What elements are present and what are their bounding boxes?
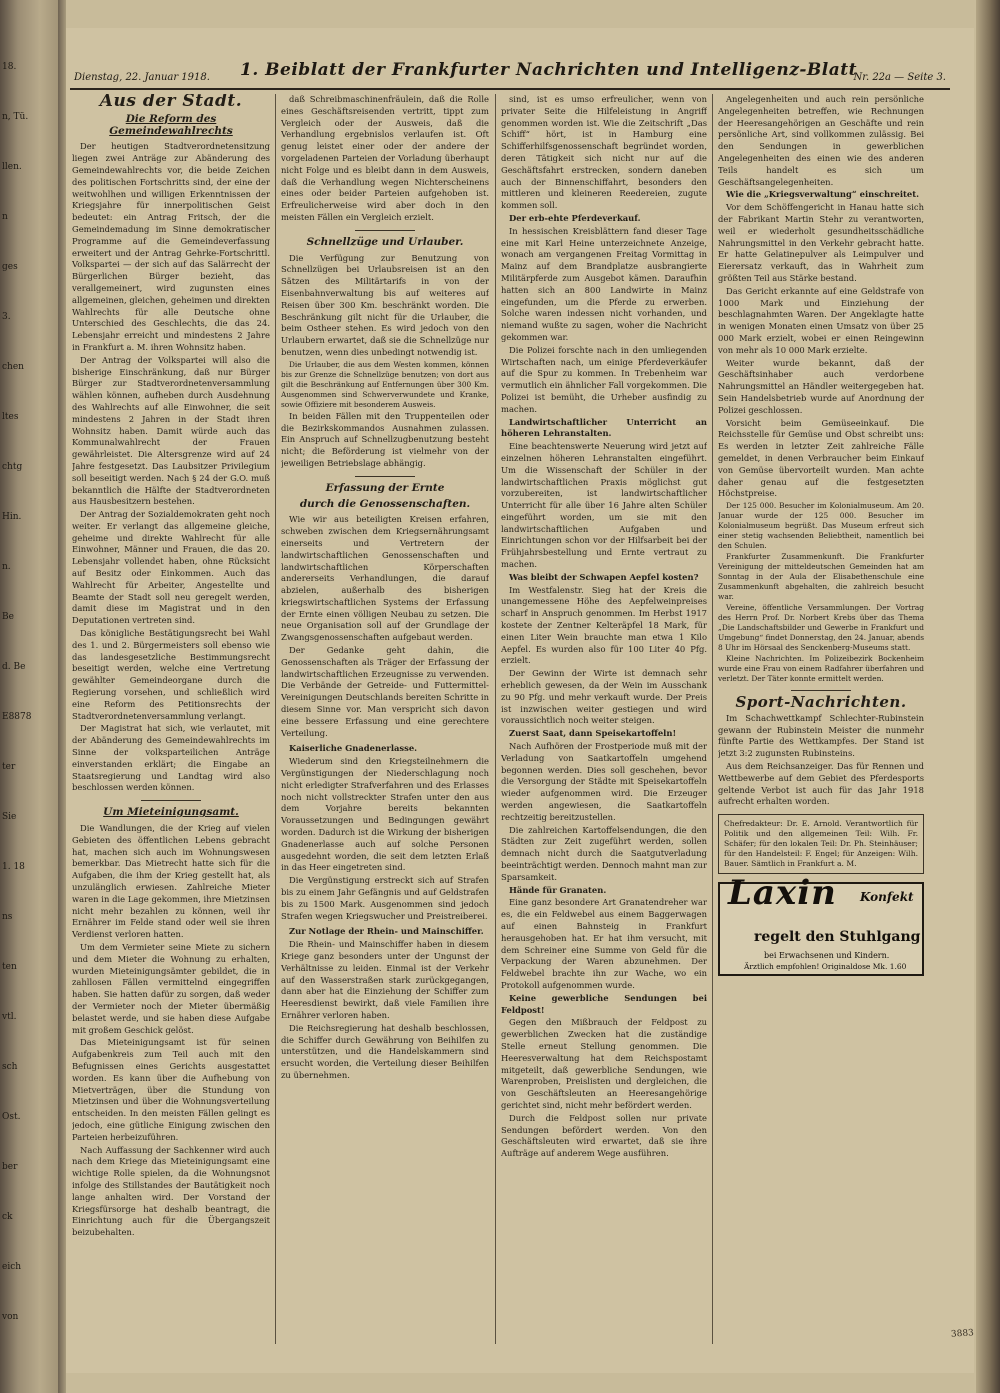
margin-fragment: Hin.: [2, 512, 22, 522]
margin-fragment: sch: [2, 1062, 18, 1072]
article-title: Landwirtschaftlicher Unterricht an höheren Lehranstalten.: [501, 416, 707, 439]
paragraph: Die Rhein- und Mainschiffer haben in diesem Kriege ganz besonders unter der Ungunst der Verhältnisse zu leiden. Einmal ist der Verkehr auf den Wasserstraßen stark zurückgegangen, dann aber hat die Einziehung der Schiffer zum Heeresdienst bewirkt, daß viele Familien ihre Ernährer verloren haben.: [281, 939, 489, 1020]
ad-subline: bei Erwachsenen und Kindern.: [764, 951, 890, 961]
article-body: [72, 141, 270, 794]
margin-fragment: Sie: [2, 812, 17, 822]
paragraph: Vor dem Schöffengericht in Hanau hatte sich der Fabrikant Martin Stehr zu verantworten, weil er wiederholt gesundheitsschädliche Nahrungsmittel in den Verkehr gebracht hatte. Er hatte Gelatinepulver als Leimpulver und Eierersatz verkauft, das in Wahrheit zum größten Teil aus Stärke bestand.: [718, 202, 924, 283]
right-page-edge: [976, 0, 1000, 1393]
article-title: Die Reform des Gemeindewahlrechts: [109, 112, 233, 137]
paragraph: Wie wir aus beteiligten Kreisen erfahren, schweben zwischen dem Kriegsernährungsamt einerseits und Vertretern der landwirtschaftlichen Genossenschaften und landwirtschaftlichen Körperschaften andererseits Verhandlungen, die darauf abzielen, außerhalb des bisherigen kriegswirtschaftlichen Systems der Erfassung der Ernte einen völligen Neubau zu setzen. Die neue Organisation soll auf der Grundlage der Zwangsgenossenschaften aufgebaut werden.: [281, 514, 489, 643]
paragraph: Im Schachwettkampf Schlechter-Rubinstein gewann der Rubinstein Meister die nunmehr fünfte Partie des Wettkampfes. Der Stand ist jetzt 3:2 zugunsten Rubinsteins.: [718, 712, 924, 759]
paragraph: Das königliche Bestätigungsrecht bei Wahl des 1. und 2. Bürgermeisters soll ebenso wie das landesgesetzliche Bestimmungsrecht beseitigt werden, welche eine Vertretung gewählter Gemeindeorgane durch die Regierung vorsehen, und schließlich wird eine Reform des Petitionsrechts der Stadtverordnetenversammlung verlangt.: [72, 628, 270, 721]
paragraph: Das Gericht erkannte auf eine Geldstrafe von 1000 Mark und Einziehung der beschlagnahmten Waren. Der Angeklagte hatte in wenigen Monaten einen Umsatz von über 25 000 Mark erzielt, wobei er einen Reingewinn von mehr als 10 000 Mark erzielte.: [718, 285, 924, 355]
article-subtitle: durch die Genossenschaften.: [299, 497, 471, 510]
ad-brand: Laxin: [728, 873, 837, 914]
margin-fragment: ten: [2, 962, 17, 972]
paragraph: Die zahlreichen Kartoffelsendungen, die den Städten zur Zeit zugeführt werden, sollen demnach nicht durch die Saatgutverladung beeinträchtigt werden. Dennoch mahnt man zur Sparsamkeit.: [501, 824, 707, 882]
margin-fragment: ges: [2, 262, 18, 272]
paragraph: Im Westfalenstr. Sieg hat der Kreis die unangemessene Höhe des Aepfelweinpreises scharf in Anspruch genommen. Im Herbst 1917 kostete der Zentner Kelteräpfel 18 Mark, für einen Liter Wein brauchte man etwa 1 Kilo Aepfel. Es wurden also für 100 Liter 40 Pfg. erzielt.: [501, 584, 707, 666]
issue-date: Dienstag, 22. Januar 1918.: [74, 72, 210, 83]
ad-brand-suffix: Konfekt: [860, 890, 914, 905]
issue-page-number: Nr. 22a — Seite 3.: [853, 72, 946, 83]
margin-fragment: 18.: [2, 62, 17, 72]
article-title: Wie die „Kriegsverwaltung“ einschreitet.: [726, 189, 920, 200]
margin-fragment: 3.: [2, 312, 11, 322]
margin-fragment: E8878: [2, 712, 32, 722]
margin-fragment: n: [2, 212, 8, 222]
margin-fragment: ber: [2, 1162, 18, 1172]
article-title: Schnellzüge und Urlauber.: [306, 235, 464, 248]
margin-fragment: ltes: [2, 412, 19, 422]
article-title: Kaiserliche Gnadenerlasse.: [289, 743, 418, 754]
column-4: [718, 94, 924, 1393]
paragraph: Gegen den Mißbrauch der Feldpost zu gewerblichen Zwecken hat die zuständige Stelle erneut Stellung genommen. Die Heeresverwaltung hat dem Reichspostamt mitgeteilt, daß gewerbliche Sendungen, wie Warenproben, Preislisten und dergleichen, die von Geschäftsleuten an Heeresangehörige gerichtet sind, nicht mehr befördert werden.: [501, 1017, 707, 1110]
laxin-advertisement: [718, 873, 924, 976]
ad-price: Ärztlich empfohlen! Originaldose Mk. 1.60: [744, 962, 907, 972]
paragraph: Der Gedanke geht dahin, die Genossenschaften als Träger der Erfassung der landwirtschaftlichen Erzeugnisse zu verwenden. Die Verbände der Getreide- und Futtermittel-Vereinigungen Deutschlands bereiten Schritte in diesem Sinne vor. Man verspricht sich davon eine bessere Erfassung und eine gerechtere Verteilung.: [281, 645, 489, 738]
paragraph: Der Magistrat hat sich, wie verlautet, mit der Abänderung des Gemeindewahlrechts im Sinne der volksparteilichen Anträge einverstanden erklärt; die Eingabe an Staatsregierung und Landtag wird also beschlossen werden können.: [72, 723, 270, 793]
paragraph: Aus dem Reichsanzeiger. Das für Rennen und Wettbewerbe auf dem Gebiet des Pferdesports geltende Verbot ist auch für das Jahr 1918 aufrecht erhalten worden.: [718, 761, 924, 807]
paragraph: Der Antrag der Volkspartei will also die bisherige Einschränkung, daß nur Bürger Bürger zur Stadtverordnetenversammlung wählen können, aufheben durch Ausdehnung des Wahlrechts auf alle Einwohner, die seit mindestens 2 Jahren in der Stadt ihren Wohnsitz haben. Damit würde auch das Kommunalwahlrecht der Frauen gewährleistet. Die Altersgrenze wird auf 24 Jahre festgesetzt. Das Laubsitzer Privilegium soll beseitigt werden. Nach § 24 der G.O. muß bekanntlich die Hälfte der Stadtverordneten aus Hausbesitzern bestehen.: [72, 354, 270, 507]
page-fold: [58, 0, 66, 1393]
sport-section-title: Sport-Nachrichten.: [735, 693, 907, 712]
margin-fragment: vtl.: [2, 1012, 17, 1022]
paragraph: Weiter wurde bekannt, daß der Geschäftsinhaber auch verdorbene Nahrungsmittel an Händler weitergegeben hat. Sein Handelsbetrieb wurde auf Anordnung der Polizei geschlossen.: [718, 357, 924, 415]
paragraph: Die Wandlungen, die der Krieg auf vielen Gebieten des öffentlichen Lebens gebracht hat, machen sich auch im Wohnungswesen bemerkbar. Das Mietrecht hatte sich für die Aufgaben, die ihm der Krieg gestellt hat, als unzulänglich erwiesen. Zahlreiche Mieter waren in die Lage gekommen, ihre Mietzinsen nicht mehr bezahlen zu können, weil ihr Ernährer im Felde stand oder weil sie ihren Verdienst verloren hatten.: [72, 823, 270, 940]
margin-fragment: ck: [2, 1212, 13, 1222]
divider: [355, 230, 415, 231]
paragraph: daß Schreibmaschinenfräulein, daß die Rolle eines Geschäftsreisenden vertritt, tippt zum Vergleich oder der Ausweis, daß die Verhandlung ergebnislos verlaufen ist. Oft genug leistet einer oder der andere der vorgeladenen Parteien der Vorladung überhaupt nicht Folge und es bleibt dann in dem Ausweis, daß die Verhandlung wegen Nichterscheinens eines oder beider Parteien aufgehoben ist. Erfreulicherweise wird aber doch in den meisten Fällen ein Vergleich erzielt.: [281, 94, 489, 222]
paragraph: Eine beachtenswerte Neuerung wird jetzt auf einzelnen höheren Lehranstalten eingeführt. Um die Wissenschaft der Schüler in der landwirtschaftlichen Praxis möglichst gut vorzubereiten, ist landwirtschaftlicher Unterricht für alle über 16 Jahre alten Schüler eingeführt worden, um sie mit den landwirtschaftlichen Aufgaben und Einrichtungen schon vor der Hilfsarbeit bei der Frühjahrsbestellung und Ernte vertraut zu machen.: [501, 441, 707, 570]
article-title: Was bleibt der Schwapen Aepfel kosten?: [509, 571, 699, 582]
paragraph: Der Gewinn der Wirte ist demnach sehr erheblich gewesen, da der Wein im Ausschank zu 90 Pfg. und mehr verkauft wurde. Der Preis ist inzwischen weiter gestiegen und wird voraussichtlich noch weiter steigen.: [501, 668, 707, 726]
paragraph: Die Polizei forschte nach in den umliegenden Wirtschaften nach, um einige Pferdeverkäufer auf die Spur zu kommen. In Trebenheim war vermutlich ein ähnlicher Fall vorgekommen. Die Polizei ist bemüht, die Urheber ausfindig zu machen.: [501, 344, 707, 414]
margin-fragment: Be: [2, 612, 14, 622]
margin-fragment: eich: [2, 1262, 22, 1272]
article-title: Um Mieteinigungsamt.: [103, 806, 239, 819]
margin-fragment: ns: [2, 912, 13, 922]
paragraph: Kleine Nachrichten. Im Polizeibezirk Bockenheim wurde eine Frau von einem Radfahrer überfahren und verletzt. Der Täter konnte ermittelt werden.: [718, 654, 924, 684]
column-3: [501, 94, 707, 1393]
margin-fragment: chen: [2, 362, 24, 372]
paragraph: Um dem Vermieter seine Miete zu sichern und dem Mieter die Wohnung zu erhalten, wurden Mieteinigungsämter gebildet, die in zahllosen Fällen vermittelnd eingegriffen haben. Sie hatten dafür zu sorgen, daß weder der Vermieter noch der Mieter übermäßig belastet werde, und sie haben diese Aufgabe mit großem Geschick gelöst.: [72, 941, 270, 1035]
paragraph: Das Mieteinigungsamt ist für seinen Aufgabenkreis zum Teil auch mit den Befugnissen eines Gerichts ausgestattet worden. Es kann über die Aufhebung von Mietverträgen, über die Stundung von Mietzinsen und über die Wohnungsverteilung entscheiden. In den meisten Fällen gelingt es jedoch, eine gütliche Einigung zwischen den Parteien herbeizuführen.: [72, 1037, 270, 1142]
paragraph: Vereine, öffentliche Versammlungen. Der Vortrag des Herrn Prof. Dr. Norbert Krebs über das Thema „Die Landschaftsbilder und Gewerbe in Frankfurt und Umgebung“ findet Donnerstag, den 24. Januar, abends 8 Uhr im Hörsaal des Senckenberg-Museums statt.: [718, 603, 924, 653]
column-rule: [275, 94, 276, 1344]
margin-fragment: ter: [2, 762, 16, 772]
ad-slogan: regelt den Stuhlgang: [754, 929, 921, 946]
margin-fragment: n.: [2, 562, 11, 572]
paragraph: In hessischen Kreisblättern fand dieser Tage eine mit Karl Heine unterzeichnete Anzeige, wonach am vergangenen Freitag Vormittag in Mainz auf dem Brandplatze ausbrangierte Militärpferde zum Ausgebot kämen. Daraufhin hatten sich an 800 Landwirte in Mainz eingefunden, um die Pferde zu erwerben. Solche waren indessen nicht vorhanden, und niemand wußte zu sagen, woher die Nachricht gekommen war.: [501, 225, 707, 342]
margin-fragment: von: [2, 1312, 19, 1322]
paragraph: In beiden Fällen mit den Truppenteilen oder die Bezirkskommandos Ausnahmen zulassen. Ein Anspruch auf Schnellzugbenutzung besteht nicht; die Beförderung ist vielmehr von der jeweiligen Betriebslage abhängig.: [281, 410, 489, 468]
paragraph: Frankfurter Zusammenkunft. Die Frankfurter Vereinigung der mitteldeutschen Gemeinden hat am Sonntag in der Aula der Elisabethenschule eine Zusammenkunft abgehalten, die zahlreich besucht war.: [718, 552, 924, 602]
paragraph: Eine ganz besondere Art Granatendreher war es, die ein Feldwebel aus einem Baggerwagen auf einen Bahnsteig in Frankfurt herausgehoben hat. Er hat ihm versucht, mit dem Schreiner eine Summe von Geld für die Verpackung der Waren abzunehmen. Der Feldwebel brachte ihn zur Wache, wo ein Protokoll aufgenommen wurde.: [501, 897, 707, 990]
paragraph: Angelegenheiten und auch rein persönliche Angelegenheiten betreffen, wie Rechnungen der Heeresangehörigen an Geschäfte und rein persönliche Art, sind vollkommen zulässig. Bei den Sendungen in gewerblichen Angelegenheiten des einen wie des anderen Teils handelt es sich um Geschäftsangelegenheiten.: [718, 94, 924, 187]
paragraph: sind, ist es umso erfreulicher, wenn von privater Seite die Hilfeleistung in Angriff genommen worden ist. Wie die Zeitschrift „Das Schiff“ hört, ist in Hamburg eine Schifferhilfsgenossenschaft begründet worden, deren Tätigkeit sich nicht nur auf die Geschäftsfahrt erstrecken, sondern daneben auch der Binnenschiffahrt, besonders den mittleren und kleineren Reedereien, zugute kommen soll.: [501, 94, 707, 211]
margin-fragment: n, Tü.: [2, 112, 29, 122]
margin-fragment: d. Be: [2, 662, 26, 672]
margin-fragment: Ost.: [2, 1112, 21, 1122]
divider: [791, 690, 851, 691]
paragraph: Vorsicht beim Gemüseeinkauf. Die Reichsstelle für Gemüse und Obst schreibt uns: Es werden in letzter Zeit zahlreiche Fälle gemeldet, in denen Verbraucher beim Einkauf von Gemüse übervorteilt wurden. Man achte daher genau auf die festgesetzten Höchstpreise.: [718, 417, 924, 499]
margin-fragment: 1. 18: [2, 862, 25, 872]
column-1: [72, 94, 270, 1393]
article-title: Hände für Granaten.: [509, 884, 607, 895]
article-title: Keine gewerbliche Sendungen bei Feldpost!: [501, 992, 707, 1015]
divider: [355, 476, 415, 477]
column-rule: [495, 94, 496, 1344]
article-title: Erfassung der Ernte: [325, 481, 445, 494]
paragraph: Der heutigen Stadtverordnetensitzung liegen zwei Anträge zur Abänderung des Gemeindewahlrechts vor, die beide Zeichen des politischen Fortschritts sind, der eine der weitwohlhen und willigen Erkenntnissen der Kriegsjahre für innerpolitischen Geist bedeutet: ein Antrag Fritsch, der die Gemeindemadung im Sinne demokratischer Programme auf die Gemeindeverfassung erweitert und der Antrag Gehrke-Fortschrittl. Volkspartei — der sich auf das Salärrecht der Bürgerlichen Bürger bezieht, das verallgemeinert, wird zugunsten eines allgemeinen, gleichen, geheimen und direkten Wahlrechts für alle Deutsche ohne Unterschied des Geschlechts, die das 24. Lebensjahr erreicht und mindestens 2 Jahre in Frankfurt a. M. ihren Wohnsitz haben.: [72, 141, 270, 352]
paragraph: Nach Auffassung der Sachkenner wird auch nach dem Kriege das Mieteinigungsamt eine wichtige Rolle spielen, da die Wohnungsnot infolge des Stillstandes der Bautätigkeit noch lange anhalten wird. Der Vorstand der Kriegsfürsorge hat deshalb beantragt, die Einrichtung auch für die Übergangszeit beizubehalten.: [72, 1144, 270, 1238]
masthead-title: 1. Beiblatt der Frankfurter Nachrichten und Intelligenz-Blatt: [240, 60, 857, 80]
article-title: Der erb-ehte Pferdeverkauf.: [509, 212, 641, 223]
article-title: Zuerst Saat, dann Speisekartoffeln!: [509, 728, 677, 739]
paragraph: Die Reichsregierung hat deshalb beschlossen, die Schiffer durch Gewährung von Beihilfen zu unterstützen, und die Handelskammern sind ersucht worden, die Verteilung dieser Beihilfen zu übernehmen.: [281, 1022, 489, 1080]
previous-page-margin: [0, 0, 58, 1393]
paragraph: Nach Aufhören der Frostperiode muß mit der Verladung von Saatkartoffeln umgehend begonnen werden. Dies soll geschehen, bevor die Versorgung der Städte mit Speisekartoffeln wieder aufgenommen wird. Die Erzeuger werden angewiesen, die Saatkartoffeln rechtzeitig bereitzustellen.: [501, 741, 707, 822]
paragraph: Wiederum sind den Kriegsteilnehmern die Vergünstigungen der Niederschlagung noch nicht erledigter Strafverfahren und des Erlasses noch nicht vollstreckter Strafen unter den aus dem Vorjahre bereits bekannten Voraussetzungen und Bedingungen gewährt worden. Dadurch ist die Wirkung der bisherigen Gnadenerlasse auch auf solche Personen ausgedehnt worden, die seit dem letzten Erlaß in das Heer eingetreten sind.: [281, 756, 489, 873]
margin-fragment: llen.: [2, 162, 22, 172]
article-title: Zur Notlage der Rhein- und Mainschiffer.: [289, 926, 484, 937]
imprint-box: Chefredakteur: Dr. E. Arnold. Verantwortlich für Politik und den allgemeinen Teil: Wilh. Fr. Schäfer; für den lokalen Teil: Dr. Ph. Steinhäuser; für den Handelsteil: F. Engel; für Anzeigen: Wilh. Bauer. Sämtlich in Frankfurt a. M.: [718, 814, 924, 874]
paragraph: Durch die Feldpost sollen nur private Sendungen befördert werden. Von den Geschäftsleuten wird erwartet, daß sie ihre Aufträge auf anderem Wege ausführen.: [501, 1112, 707, 1159]
paragraph: Der 125 000. Besucher im Kolonialmuseum. Am 20. Januar wurde der 125 000. Besucher im Kolonialmuseum begrüßt. Das Museum erfreut sich einer stetig wachsenden Beliebtheit, namentlich bei den Schulen.: [718, 501, 924, 551]
divider: [141, 800, 201, 801]
column-2: [281, 94, 489, 1393]
paragraph: Die Vergünstigung erstreckt sich auf Strafen bis zu einem Jahr Gefängnis und auf Geldstrafen bis zu 1500 Mark. Ausgenommen sind jedoch Strafen wegen Kriegswucher und Preistreiberei.: [281, 875, 489, 921]
article-body: [72, 823, 270, 1239]
page-header: [70, 58, 950, 90]
archive-stamp: 3883: [950, 1328, 975, 1340]
section-title: Aus der Stadt.: [99, 94, 243, 111]
margin-fragment: chtg: [2, 462, 23, 472]
column-rule: [712, 94, 713, 1344]
paragraph: Die Verfügung zur Benutzung von Schnellzügen bei Urlaubsreisen ist an den Sätzen des Militärtarifs in von der Eisenbahnverwaltung bis auf weiteres auf Reisen über 300 Km. beschränkt worden. Die Beschränkung gilt nicht für die Urlauber, die beim Ostheer stehen. Es wird jedoch von den Urlaubern erwartet, daß sie die Schnellzüge nur benutzen, wenn dies unbedingt notwendig ist.: [281, 252, 489, 357]
paragraph: Der Antrag der Sozialdemokraten geht noch weiter. Er verlangt das allgemeine gleiche, geheime und direkte Wahlrecht für alle Einwohner, Männer und Frauen, die das 20. Lebensjahr vollendet haben, ohne Rücksicht auf Besitz oder Einkommen. Auch das Wahlrecht für Arbeiter, Angestellte und Beamte der Stadt soll neu geregelt werden, damit diese im Magistrat und in den Deputationen vertreten sind.: [72, 509, 270, 626]
paragraph: Die Urlauber, die aus dem Westen kommen, können bis zur Grenze die Schnellzüge benutzen; von dort aus gilt die Beschränkung auf Entfernungen über 300 Km. Ausgenommen sind Schwerverwundete und Kranke, sowie Offiziere mit besonderem Ausweis.: [281, 359, 489, 409]
